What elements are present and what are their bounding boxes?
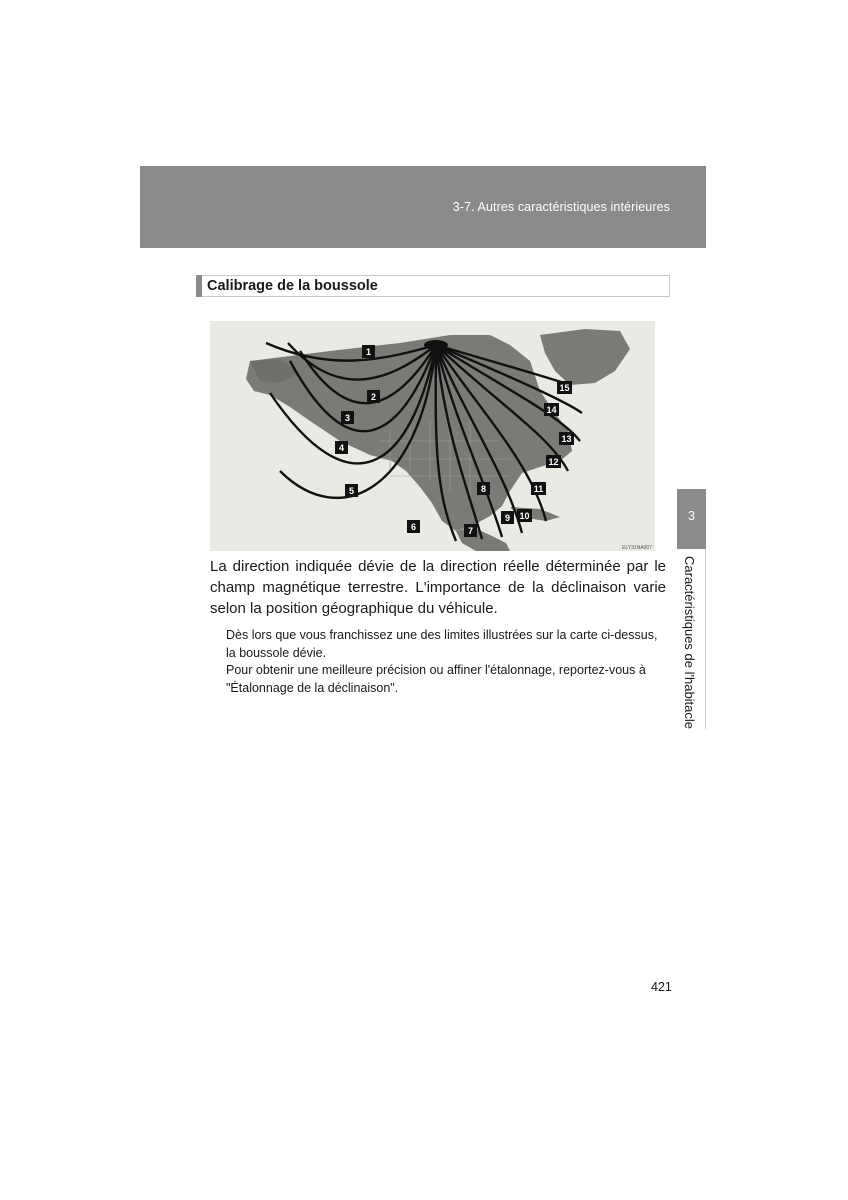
zone-marker-6	[407, 520, 420, 533]
zone-marker-13	[559, 432, 574, 445]
magnetic-pole-marker	[424, 340, 448, 350]
note-item: Dès lors que vous franchissez une des limites illustrées sur la carte ci-dessus, la boussole dévie.	[226, 628, 658, 660]
section-heading-box	[196, 275, 670, 297]
chapter-number: 3	[687, 508, 696, 523]
zone-marker-10	[517, 509, 532, 522]
image-code: ELY31NA007	[622, 545, 652, 551]
svg-text:5: 5	[348, 486, 355, 496]
heading-accent-bar	[196, 275, 202, 297]
svg-text:11: 11	[533, 484, 544, 494]
zone-marker-5	[345, 484, 358, 497]
svg-text:6: 6	[410, 522, 417, 532]
svg-text:15: 15	[559, 383, 570, 393]
zone-marker-1	[362, 345, 375, 358]
zone-marker-11	[531, 482, 546, 495]
declination-zone-map	[210, 321, 655, 551]
chapter-tab	[677, 489, 706, 549]
svg-text:7: 7	[467, 526, 474, 536]
notes-list	[226, 627, 668, 697]
zone-marker-15	[557, 381, 572, 394]
zone-marker-4	[335, 441, 348, 454]
zone-marker-7	[464, 524, 477, 537]
note-item: Pour obtenir une meilleure précision ou affiner l'étalonnage, reportez-vous à "Étalonnage de la déclinaison".	[226, 663, 646, 695]
svg-text:13: 13	[561, 434, 572, 444]
svg-text:10: 10	[519, 511, 530, 521]
zone-marker-3	[341, 411, 354, 424]
svg-text:9: 9	[504, 513, 511, 523]
svg-text:4: 4	[338, 443, 345, 453]
chapter-tab-divider	[705, 549, 706, 729]
chapter-title-vertical: Caractéristiques de l'habitacle	[682, 556, 697, 730]
zone-marker-8	[477, 482, 490, 495]
svg-text:12: 12	[548, 457, 559, 467]
page-number: 421	[651, 980, 672, 994]
svg-text:2: 2	[370, 392, 377, 402]
zone-marker-9	[501, 511, 514, 524]
body-paragraph: La direction indiquée dévie de la direction réelle déterminée par le champ magnétique terrestre. L'importance de la déclinaison varie selon la position géographique du véhicule.	[210, 558, 666, 617]
svg-text:8: 8	[480, 484, 487, 494]
svg-text:3: 3	[344, 413, 351, 423]
svg-text:14: 14	[546, 405, 557, 415]
section-heading: Calibrage de la boussole	[207, 278, 378, 294]
svg-text:1: 1	[365, 347, 372, 357]
zone-marker-2	[367, 390, 380, 403]
zone-marker-14	[544, 403, 559, 416]
section-title: 3-7. Autres caractéristiques intérieures	[452, 200, 670, 214]
header-band	[140, 166, 706, 248]
zone-marker-12	[546, 455, 561, 468]
